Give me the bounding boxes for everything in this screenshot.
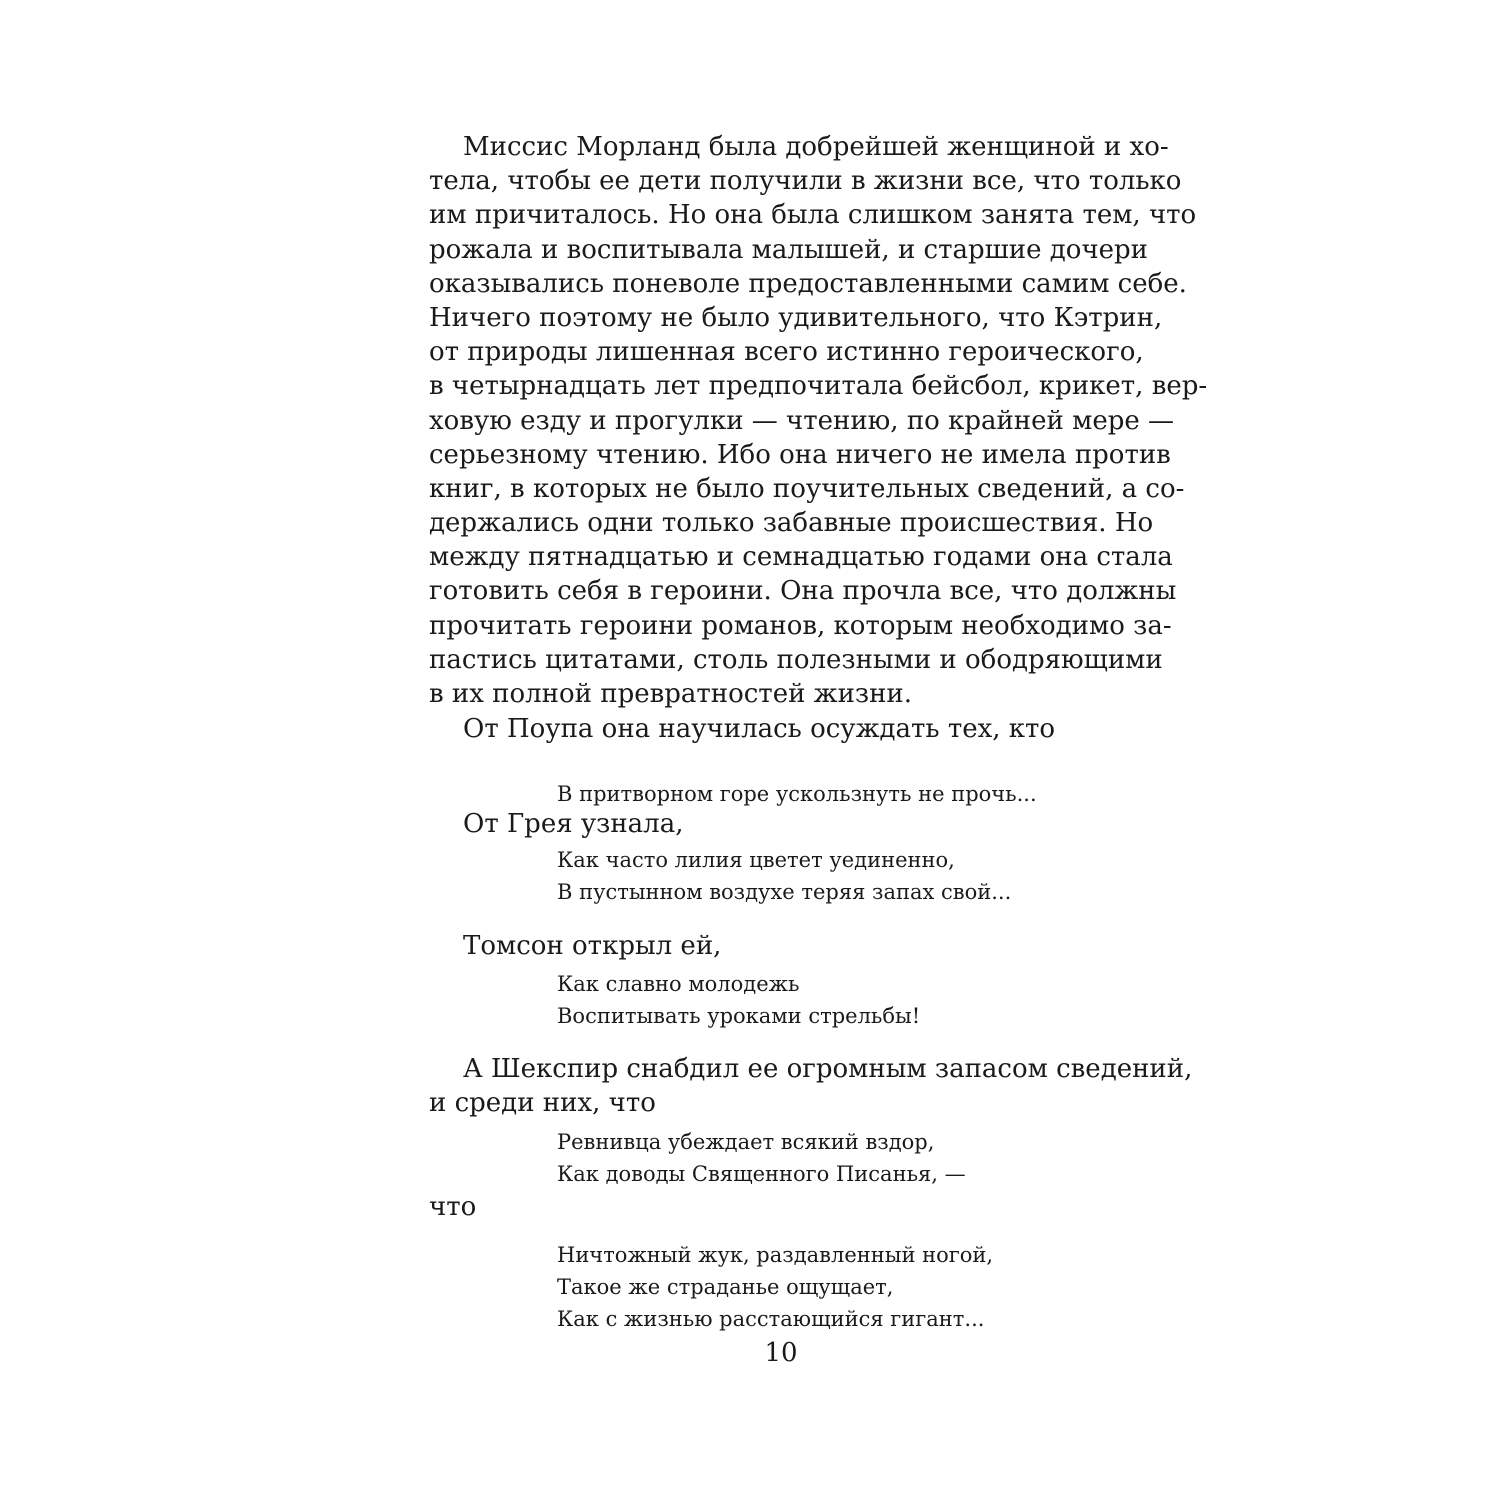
gray-intro: От Грея узнала, (463, 809, 684, 839)
text-line: держались одни только забавные происшествия. Но (429, 508, 1154, 539)
text-line: в четырнадцать лет предпочитала бейсбол, крикет, вер- (429, 371, 1208, 402)
text-line: между пятнадцатью и семнадцатью годами она стала (429, 542, 1173, 573)
verse-line: Как часто лилия цветет уединенно, (557, 848, 955, 872)
text-line: оказывались поневоле предоставленными самим себе. (429, 268, 1187, 299)
text-line: рожала и воспитывала малышей, и старшие дочери (429, 234, 1148, 265)
text-line: серьезному чтению. Ибо она ничего не имела против (429, 439, 1171, 470)
text-line: А Шекспир снабдил ее огромным запасом сведений, (463, 1054, 1193, 1084)
pope-intro: От Поупа она научилась осуждать тех, кто (463, 714, 1056, 744)
verse-line: Ревнивца убеждает всякий вздор, (557, 1130, 935, 1154)
verse-line: Как славно молодежь (557, 972, 800, 996)
verse-line: В пустынном воздухе теряя запах свой... (557, 880, 1012, 904)
page-number: 10 (764, 1338, 798, 1368)
verse-line: В притворном горе ускользнуть не прочь... (557, 782, 1037, 806)
gray-verse (557, 844, 1011, 908)
verse-line: Как доводы Священного Писанья, — (557, 1162, 966, 1186)
text-line: от природы лишенная всего истинно героического, (429, 337, 1144, 368)
text-line: Миссис Морланд была добрейшей женщиной и хо- (463, 132, 1169, 162)
verse-line: Воспитывать уроками стрельбы! (557, 1004, 921, 1028)
text-line: Ничего поэтому не было удивительного, что Кэтрин, (429, 302, 1163, 333)
shakespeare-intro (429, 1052, 1193, 1120)
verse-line: Такое же страданье ощущает, (557, 1275, 894, 1299)
shakespeare-verse-1 (557, 1126, 966, 1190)
text-line: и среди них, что (429, 1088, 656, 1119)
text-line: тела, чтобы ее дети получили в жизни все, что только (429, 166, 1182, 197)
text-line: пастись цитатами, столь полезными и ободряющими (429, 644, 1163, 675)
text-line: им причиталось. Но она была слишком занята тем, что (429, 200, 1197, 231)
text-line: готовить себя в героини. Она прочла все, что должны (429, 576, 1177, 607)
shakespeare-verse-2 (557, 1239, 993, 1335)
text-line: в их полной превратностей жизни. (429, 679, 913, 709)
shakespeare-connector: что (429, 1192, 477, 1222)
thomson-verse (557, 968, 920, 1032)
thomson-intro: Томсон открыл ей, (463, 931, 722, 961)
paragraph-morland (429, 130, 1208, 711)
text-line: книг, в которых не было поучительных сведений, а со- (429, 473, 1185, 504)
pope-verse (557, 778, 1037, 810)
text-line: ховую езду и прогулки — чтению, по крайней мере — (429, 405, 1175, 436)
text-line: прочитать героини романов, которым необходимо за- (429, 610, 1172, 641)
verse-line: Ничтожный жук, раздавленный ногой, (557, 1243, 994, 1267)
verse-line: Как с жизнью расстающийся гигант... (557, 1307, 985, 1331)
